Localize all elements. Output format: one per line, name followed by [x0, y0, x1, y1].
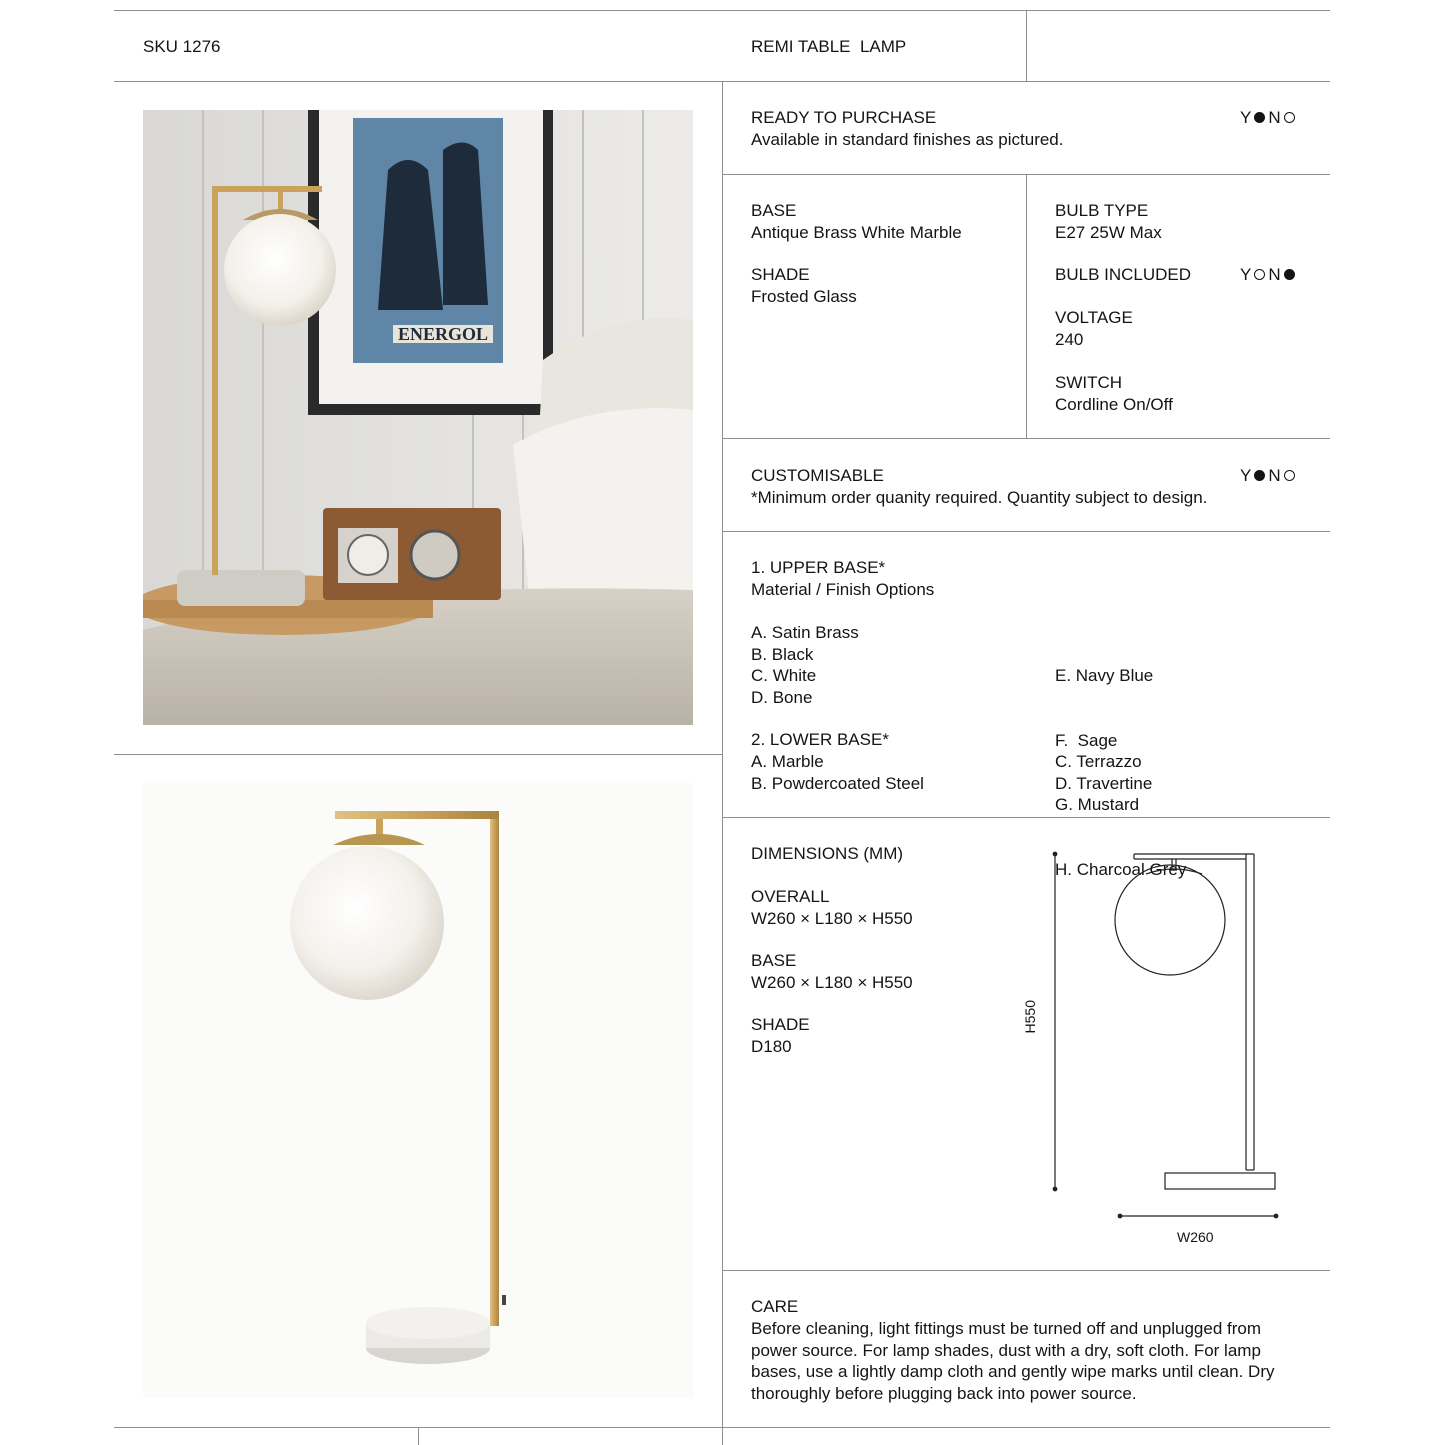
spec-bulb-type-label: BULB TYPE: [1055, 201, 1149, 220]
purchase-note: Available in standard finishes as pictured.: [751, 130, 1064, 149]
dimensions-title: DIMENSIONS (MM): [751, 844, 904, 863]
bottom-rule: [114, 1427, 1330, 1428]
option-item: C. Terrazzo: [1055, 752, 1142, 771]
product-photo: [143, 783, 693, 1398]
upper-base-subtitle: Material / Finish Options: [751, 580, 935, 599]
column-divider: [722, 81, 723, 1445]
no-selected-dot: [1284, 269, 1295, 280]
option-item: H. Charcoal Grey: [1055, 859, 1187, 879]
spec-bulb-included-label: BULB INCLUDED: [1055, 265, 1192, 284]
option-item: B. Powdercoated Steel: [751, 773, 924, 793]
specs-bottom-rule: [722, 438, 1330, 439]
no-empty-dot: [1284, 112, 1295, 123]
height-tag: H550: [1021, 1000, 1038, 1034]
spec-base-value: Antique Brass White Marble: [751, 223, 962, 242]
dim-overall-value: W260 × L180 × H550: [751, 909, 913, 928]
sku-label: SKU 1276: [143, 37, 221, 56]
no-label: N: [1268, 466, 1281, 485]
width-tag: W260: [1177, 1229, 1214, 1245]
yes-label: Y: [1240, 265, 1252, 284]
lower-options-left: [751, 751, 924, 794]
yes-selected-dot: [1254, 112, 1265, 123]
lifestyle-illustration: [143, 110, 693, 725]
product-title: REMI TABLE LAMP: [751, 37, 907, 56]
custom-title: CUSTOMISABLE: [751, 466, 884, 485]
image-divider: [114, 754, 722, 755]
yes-label: Y: [1240, 108, 1252, 127]
option-item: G. Mustard: [1055, 795, 1140, 814]
custom-bottom-rule: [722, 531, 1330, 532]
dimensions-bottom-rule: [722, 1270, 1330, 1271]
option-item: A. Marble: [751, 752, 824, 771]
dim-base-label: BASE: [751, 951, 797, 970]
option-item: F. Sage: [1055, 730, 1118, 750]
dim-base-value: W260 × L180 × H550: [751, 973, 913, 992]
spec-bulb-type-value: E27 25W Max: [1055, 223, 1162, 242]
lower-base-title: 2. LOWER BASE*: [751, 730, 889, 749]
option-item: D. Travertine: [1055, 773, 1153, 793]
no-empty-dot: [1284, 470, 1295, 481]
lower-options-right: [1055, 751, 1152, 794]
spec-switch-value: Cordline On/Off: [1055, 395, 1173, 414]
options-bottom-rule: [722, 817, 1330, 818]
top-rule: [114, 10, 1330, 11]
yes-selected-dot: [1254, 470, 1265, 481]
no-label: N: [1268, 108, 1281, 127]
upper-base-title: 1. UPPER BASE*: [751, 558, 886, 577]
bulb-included-yn-indicator: [1240, 264, 1295, 286]
specs-divider: [1026, 174, 1027, 438]
care-text: Before cleaning, light fittings must be turned off and unplugged from power source. For lamp shades, dust with a dry, soft cloth. For lamp bases, use a lightly damp cloth and gently wipe marks until clean. Dry thoroughly before plugging back into power source.: [751, 1319, 1275, 1403]
poster-word: ENERGOL: [398, 324, 489, 344]
lifestyle-photo: [143, 110, 693, 725]
spec-shade-label: SHADE: [751, 265, 810, 284]
purchase-yn-indicator: [1240, 107, 1295, 129]
spec-voltage-label: VOLTAGE: [1055, 308, 1133, 327]
upper-options-left: [751, 622, 859, 708]
dim-overall-label: OVERALL: [751, 887, 830, 906]
header-divider: [1026, 10, 1027, 81]
purchase-title: READY TO PURCHASE: [751, 108, 937, 127]
custom-note: *Minimum order quanity required. Quantity subject to design.: [751, 488, 1208, 507]
no-label: N: [1268, 265, 1281, 284]
care-title: CARE: [751, 1297, 799, 1316]
dim-shade-value: D180: [751, 1037, 792, 1056]
option-item: E. Navy Blue: [1055, 666, 1154, 685]
spec-base-label: BASE: [751, 201, 797, 220]
bottom-tick: [418, 1427, 419, 1445]
option-item: D. Bone: [751, 687, 813, 707]
yes-empty-dot: [1254, 269, 1265, 280]
custom-yn-indicator: [1240, 465, 1295, 487]
option-item: A. Satin Brass: [751, 623, 859, 642]
option-item: C. White: [751, 666, 817, 685]
spec-voltage-value: 240: [1055, 330, 1084, 349]
product-illustration: [143, 783, 693, 1398]
yes-label: Y: [1240, 466, 1252, 485]
spec-switch-label: SWITCH: [1055, 373, 1123, 392]
dim-shade-label: SHADE: [751, 1015, 810, 1034]
option-item: B. Black: [751, 644, 814, 664]
dimension-drawing: [1000, 840, 1310, 1260]
spec-shade-value: Frosted Glass: [751, 287, 857, 306]
